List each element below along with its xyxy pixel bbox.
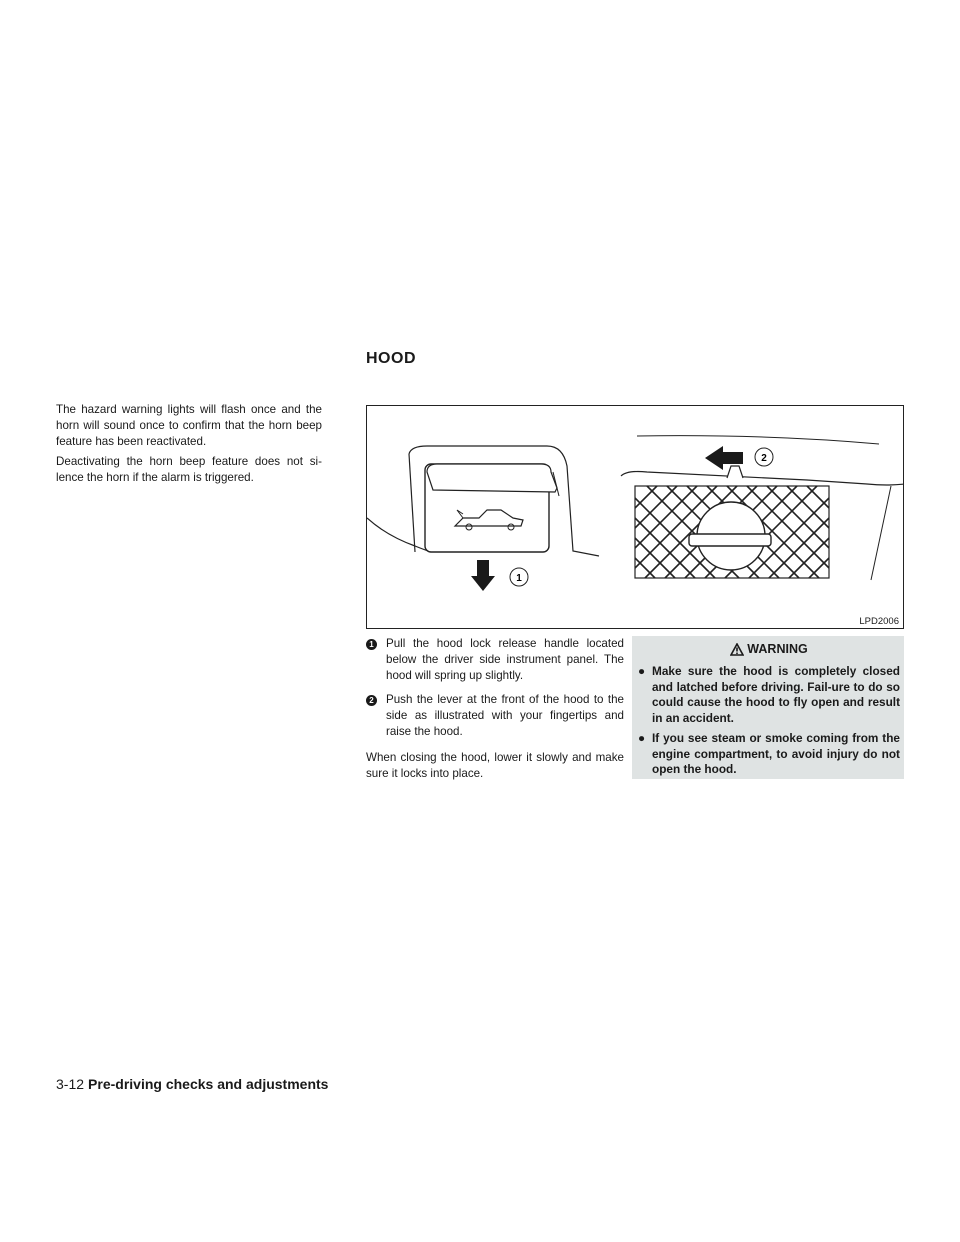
warning-title [638,642,900,656]
page-number: 3-12 [56,1076,85,1092]
intro-text [56,402,322,490]
step-text: Push the lever at the front of the hood to the side as illustrated with your fingertips and raise the hood. [386,693,624,738]
steps-list [366,636,624,782]
warning-title-text: WARNING [747,642,808,656]
step-number: 1 [366,639,377,650]
section-heading: HOOD [366,350,416,367]
page-footer [56,1076,328,1092]
hood-release-illustration [366,405,904,629]
step-text: Pull the hood lock release handle located below the driver side instrument panel. The hood will spring up slightly. [386,637,624,682]
step-number: 2 [366,695,377,706]
illustration-drawing [367,406,904,629]
intro-paragraph-1: The hazard warning lights will flash once and the horn will sound once to confirm that the horn beep feature has been reactivated. [56,403,322,448]
warning-item [638,664,900,726]
warning-item [638,731,900,778]
intro-paragraph-2: Deactivating the horn beep feature does not si-lence the horn if the alarm is triggered. [56,455,322,484]
figure-code: LPD2006 [859,616,899,627]
closing-paragraph: When closing the hood, lower it slowly and make sure it locks into place. [366,751,624,780]
chapter-title: Pre-driving checks and adjustments [88,1076,329,1092]
callout-2: 2 [761,453,767,464]
warning-triangle-icon [730,643,744,656]
step-item [366,636,624,684]
callout-1: 1 [516,573,522,584]
warning-item-text: Make sure the hood is completely closed and latched before driving. Fail-ure to do so could cause the hood to fly open and result in an accident. [652,664,900,725]
step-item [366,692,624,740]
warning-box [632,636,904,779]
bullet-icon: ● [638,731,646,745]
bullet-icon: ● [638,664,646,678]
warning-item-text: If you see steam or smoke coming from the engine compartment, to avoid injury do not open the hood. [652,731,900,776]
